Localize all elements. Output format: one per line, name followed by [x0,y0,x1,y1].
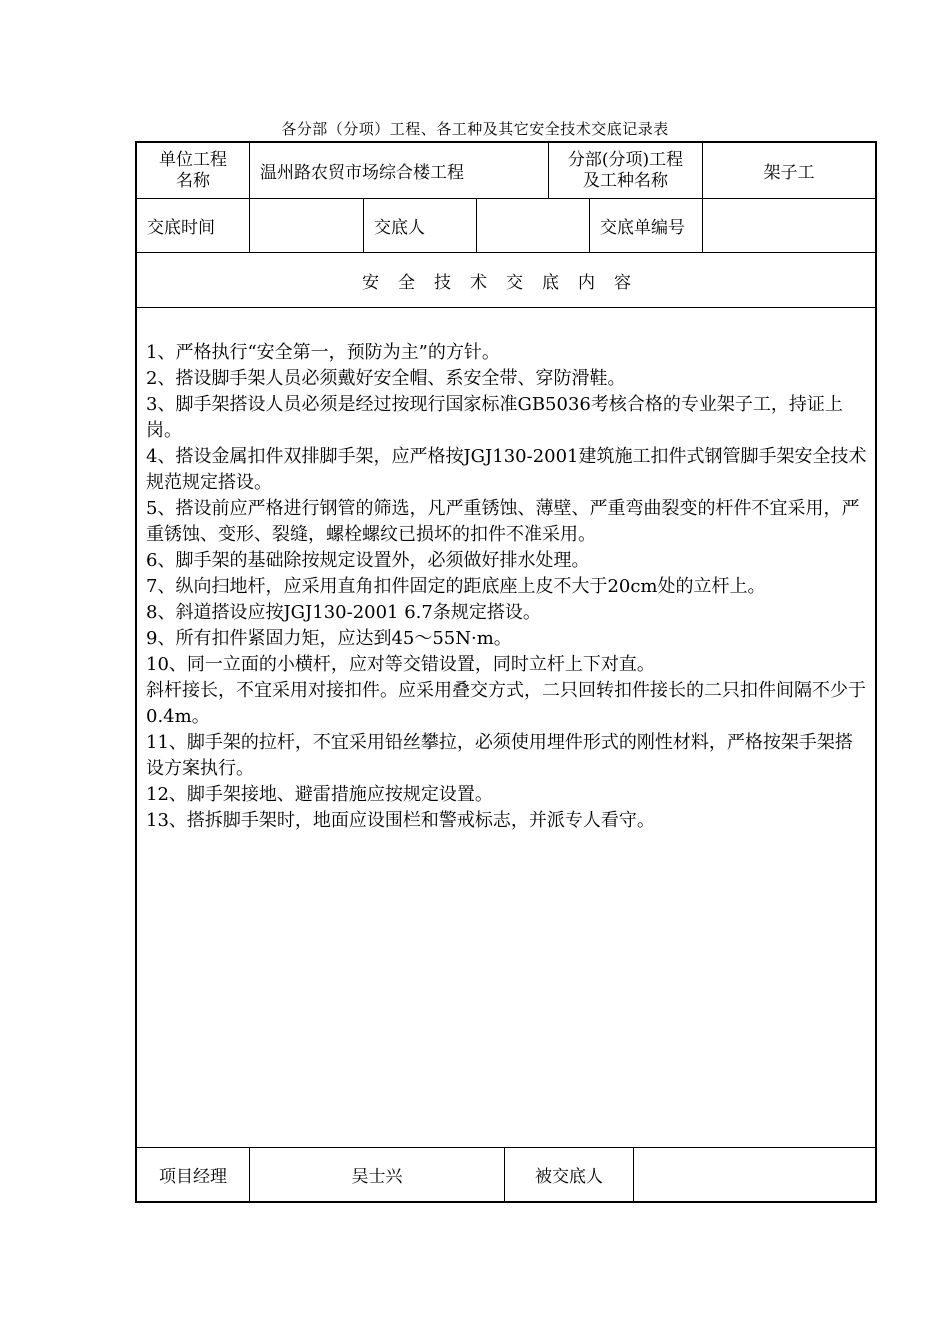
handover-person-label: 交底人 [363,199,476,252]
document-title: 各分部（分项）工程、各工种及其它安全技术交底记录表 [281,120,669,138]
unit-project-label-line1: 单位工程 [159,149,227,170]
unit-project-value: 温州路农贸市场综合楼工程 [249,143,548,198]
content-line: 4、搭设金属扣件双排脚手架，应严格按JGJ130-2001建筑施工扣件式钢管脚手架安全技术规范规定搭设。 [146,446,867,493]
content-line: 11、脚手架的拉杆，不宜采用铅丝攀拉，必须使用埋件形式的刚性材料，严格按架手架搭设方案执行。 [146,732,853,779]
content-line: 9、所有扣件紧固力矩，应达到45～55N·m。 [146,628,512,649]
handover-time-label: 交底时间 [147,218,215,238]
handover-number-label: 交底单编号 [589,199,702,252]
content-line: 5、搭设前应严格进行钢管的筛选，凡严重锈蚀、薄壁、严重弯曲裂变的杆件不宜采用，严重锈蚀、变形、裂缝，螺栓螺纹已损坏的扣件不准采用。 [146,498,860,545]
handover-time-value [249,199,363,252]
header-row-project [137,143,875,199]
content-line: 6、脚手架的基础除按规定设置外，必须做好排水处理。 [146,550,590,571]
content-line: 10、同一立面的小横杆，应对等交错设置，同时立杆上下对直。 [146,654,655,675]
section-title: 安全技术交底内容 [362,272,650,293]
content-line: 13、搭拆脚手架时，地面应设围栏和警戒标志，并派专人看守。 [146,810,655,831]
handover-number-value [702,199,875,252]
section-title-cell [137,253,875,307]
recipient-value [633,1148,875,1201]
handover-person-value [476,199,589,252]
recipient-label: 被交底人 [504,1148,633,1201]
sub-project-label-line1: 分部(分项)工程 [567,149,684,170]
content-line: 2、搭设脚手架人员必须戴好安全帽、系安全带、穿防滑鞋。 [146,368,626,389]
content-line: 12、脚手架接地、避雷措施应按规定设置。 [146,784,493,805]
safety-content [146,340,870,834]
content-line: 7、纵向扫地杆，应采用直角扣件固定的距底座上皮不大于20cm处的立杆上。 [146,576,766,597]
sub-project-label-line2: 及工种名称 [583,170,668,191]
section-header-row [137,253,875,308]
project-manager-label: 项目经理 [159,1167,227,1187]
sub-project-label [548,143,702,198]
sub-project-value: 架子工 [702,143,875,198]
content-line: 8、斜道搭设应按JGJ130-2001 6.7条规定搭设。 [146,602,541,623]
content-line: 斜杆接长，不宜采用对接扣件。应采用叠交方式，二只回转扣件接长的二只扣件间隔不少于0.4m。 [146,680,866,727]
content-line: 1、严格执行“安全第一，预防为主”的方针。 [146,342,500,363]
unit-project-label-line2: 名称 [176,170,210,191]
handover-form [135,141,877,1203]
content-line: 3、脚手架搭设人员必须是经过按现行国家标准GB5036考核合格的专业架子工，持证上岗。 [146,394,843,441]
footer-row [137,1147,875,1201]
project-manager-value: 吴士兴 [249,1148,504,1201]
header-row-handover [137,199,875,253]
unit-project-label [137,143,249,198]
